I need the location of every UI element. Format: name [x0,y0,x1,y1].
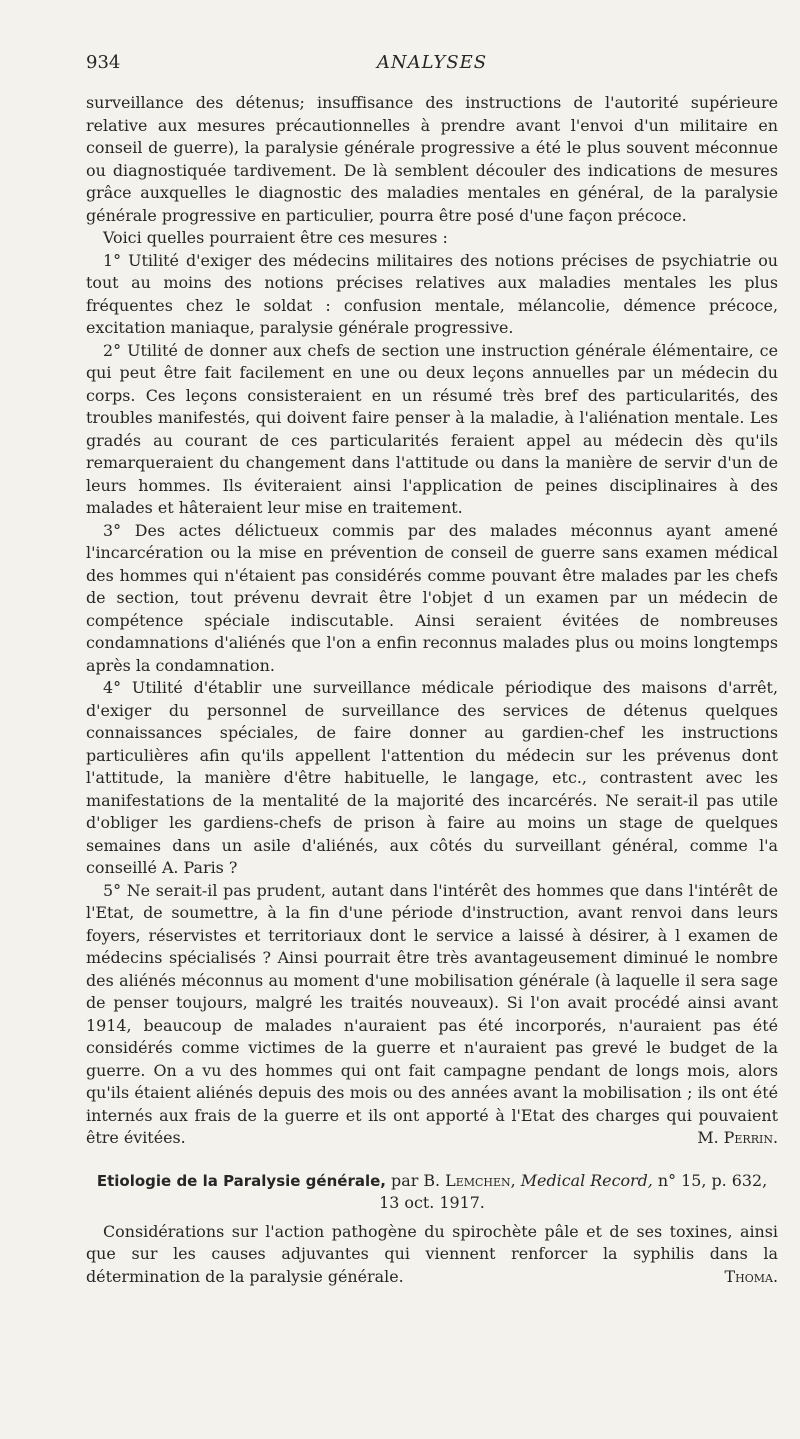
article-perrin [86,92,778,1150]
paragraph-measure-3: 3° Des actes délictueux commis par des malades méconnus ayant amené l'incarcération ou la mise en prévention de conseil de guerre sans examen médical des hommes qui n'étaient pas considérés comme pouvant être malades par les chefs de section, tout prévenu devrait être l'objet d un examen par un médecin de compétence spéciale indiscutable. Ainsi seraient évitées de nombreuses condamnations d'aliénés que l'on a enfin reconnus malades plus ou moins longtemps après la condamnation. [86,520,778,675]
article-title: Etiologie de la Paralysie générale, [96,1171,386,1190]
article-journal: Medical Record, [520,1170,653,1190]
paragraph-measure-1: 1° Utilité d'exiger des médecins militaires des notions précises de psychiatrie ou tout au moins des notions précises relatives aux maladies mentales les plus fréquentes chez le soldat : confusion mentale, mélancolie, démence précoce, excitation maniaque, paralysie générale progressive. [86,250,778,337]
article-by: par B. [391,1170,441,1190]
running-title: ANALYSES [376,52,488,73]
paragraph-etiologie [86,1221,778,1289]
article-citation: n° 15, p. 632, 13 oct. 1917. [379,1170,768,1212]
page-header [86,52,778,92]
signature-thoma: Thoma. [724,1266,778,1286]
paragraph-measure-2: 2° Utilité de donner aux chefs de section une instruction générale élémentaire, ce qui peut être fait facilement en une ou deux leçons annuelles par un médecin du corps. Ces leçons consisteraient en un résumé très bref des particularités, des troubles manifestés, qui doivent faire penser à la maladie, à l'aliénation mentale. Les gradés au courant de ces particularités feraient appel au médecin dès qu'ils remarqueraient du changement dans l'attitude ou dans la manière de servir d'un de leurs hommes. Ils éviteraient ainsi l'application de peines disciplinaires à des malades et hâteraient leur mise en traitement. [86,340,778,517]
paragraph-continuation: surveillance des détenus; insuffisance des instructions de l'autorité supérieure relative aux mesures précautionnelles à prendre avant l'envoi d'un militaire en conseil de guerre), la paralysie générale progressive a été le plus souvent méconnue ou diagnostiquée tardivement. De là semblent découler des indications de mesures grâce auxquelles le diagnostic des maladies mentales en général, de la paralysie générale progressive en particulier, pourra être posé d'une façon précoce. [86,93,778,225]
paragraph-etiologie-text: Considérations sur l'action pathogène du spirochète pâle et de ses toxines, ainsi que sur les causes adjuvantes qui viennent renforcer la syphilis dans la détermination de la paralysie générale. [86,1221,778,1286]
page-number: 934 [86,52,121,73]
paragraph-measure-5-text: 5° Ne serait-il pas prudent, autant dans l'intérêt des hommes que dans l'intérêt de l'Etat, de soumettre, à la fin d'une période d'instruction, avant renvoi dans leurs foyers, réservistes et territoriaux dont le service a laissé à désirer, à l examen de médecins spécialisés ? Ainsi pourrait être très avantageusement diminué le nombre des aliénés méconnus au moment d'une mobilisation générale (à laquelle il sera sage de penser toujours, malgré les traités nouveaux). Si l'on avait procédé ainsi avant 1914, beaucoup de malades n'auraient pas été incorporés, n'auraient pas été considérés comme victimes de la guerre et n'auraient pas grevé le budget de la guerre. On a vu des hommes qui ont fait campagne pendant de longs mois, alors qu'ils étaient aliénés depuis des mois ou des années avant la mobilisation ; ils ont été internés aux frais de la guerre et ils ont apporté à l'Etat des charges qui pouvaient être évitées. [86,880,778,1147]
article-thoma [86,1221,778,1289]
paragraph-measure-4: 4° Utilité d'établir une surveillance médicale périodique des maisons d'arrêt, d'exiger du personnel de surveillance des services de détenus quelques connaissances spéciales, de faire donner au gardien-chef les instructions particulières afin qu'ils appellent l'attention du médecin sur les prévenus dont l'attitude, la manière d'être habituelle, le langage, etc., contrastent avec les manifestations de la mentalité de la majorité des incarcérés. Ne serait-il pas utile d'obliger les gardiens-chefs de prison à faire au moins un stage de quelques semaines dans un asile d'aliénés, aux côtés du surveillant général, comme l'a conseillé A. Paris ? [86,678,778,877]
paragraph-measures-intro: Voici quelles pourraient être ces mesures : [103,228,448,247]
article-heading-etiologie [86,1170,778,1215]
article-author: Lemchen, [445,1170,516,1190]
signature-perrin: M. Perrin. [697,1128,778,1147]
paragraph-measure-5 [86,880,778,1150]
